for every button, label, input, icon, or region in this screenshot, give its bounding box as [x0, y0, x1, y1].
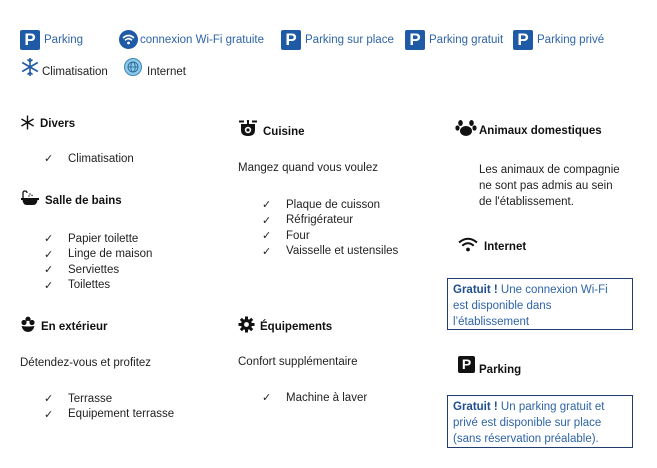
amenity-parking-gratuit: [405, 30, 503, 50]
amenity-internet: [124, 56, 186, 78]
list-item: ✓ Machine à laver: [262, 391, 368, 405]
equipements-list: [262, 390, 367, 406]
check-icon: ✓: [44, 279, 54, 292]
list-item: ✓ Réfrigérateur: [262, 214, 354, 227]
parking-info-box: Gratuit ! Un parking gratuit et privé est disponible sur place (sans réservation préalable).: [447, 395, 633, 448]
check-icon: ✓: [44, 264, 54, 277]
animaux-text: Les animaux de compagnie ne sont pas admis au sein de l'établissement.: [479, 164, 620, 208]
section-cuisine-title: Cuisine: [238, 118, 305, 138]
section-parking-title: P Parking: [458, 352, 521, 376]
amenity-label: connexion Wi-Fi gratuite: [140, 33, 264, 46]
gear-icon: [238, 316, 255, 333]
amenity-parking: [20, 30, 83, 50]
list-item: ✓ Toilettes: [44, 279, 111, 292]
exterieur-intro: Détendez-vous et profitez: [20, 357, 152, 369]
bathtub-icon: [20, 190, 40, 207]
amenity-climatisation: [20, 56, 108, 78]
amenity-label: Parking gratuit: [429, 34, 504, 46]
equipements-intro: Confort supplémentaire: [238, 356, 358, 368]
list-item: ✓ Serviettes: [44, 263, 120, 277]
amenity-parking-sur-place: [281, 30, 394, 50]
section-divers-title: Divers: [20, 114, 75, 130]
list-item: ✓ Papier toilette: [44, 232, 139, 246]
check-icon: ✓: [262, 230, 272, 243]
amenity-label: Parking: [44, 34, 83, 46]
paw-icon: [455, 118, 477, 137]
salle-de-bains-list: [44, 231, 152, 293]
cuisine-intro: Mangez quand vous voulez: [238, 162, 379, 174]
amenity-parking-prive: [513, 30, 604, 50]
check-icon: ✓: [262, 392, 272, 405]
internet-info-box: Gratuit ! Une connexion Wi-Fi est disponible dans l’établissement: [447, 278, 633, 330]
check-icon: ✓: [262, 199, 272, 212]
parking-icon: P: [281, 30, 301, 50]
section-exterieur-title: En extérieur: [20, 316, 107, 333]
exterieur-list: [44, 391, 174, 422]
list-item: ✓ Terrasse: [44, 392, 113, 406]
amenity-label: Parking sur place: [305, 34, 394, 46]
parking-icon: P: [20, 30, 40, 50]
check-icon: ✓: [262, 214, 272, 227]
list-item: ✓ Vaisselle et ustensiles: [262, 245, 399, 258]
amenity-label: Internet: [147, 66, 186, 78]
amenity-wifi: [119, 30, 264, 49]
cooking-pot-icon: [238, 119, 258, 138]
snowflake-icon: [20, 57, 40, 77]
check-icon: ✓: [262, 245, 272, 258]
globe-icon: [124, 58, 142, 76]
divers-list: [44, 151, 134, 167]
section-equipements-title: Équipements: [238, 316, 332, 333]
snowflake-icon: [20, 115, 35, 130]
flower-icon: [20, 316, 36, 333]
list-item: ✓ Linge de maison: [44, 248, 153, 261]
parking-icon: P: [458, 356, 475, 373]
check-icon: ✓: [44, 393, 54, 406]
check-icon: ✓: [44, 153, 54, 166]
list-item: ✓ Four: [262, 229, 310, 243]
list-item: ✓ Climatisation: [44, 152, 134, 166]
amenity-label: Climatisation: [42, 66, 108, 78]
section-salle-de-bains-title: Salle de bains: [20, 190, 122, 207]
check-icon: ✓: [44, 233, 54, 246]
check-icon: ✓: [44, 408, 54, 421]
parking-icon: P: [513, 30, 533, 50]
amenity-label: Parking privé: [537, 34, 605, 46]
check-icon: ✓: [44, 248, 54, 261]
section-internet-title: Internet: [458, 235, 526, 253]
list-item: ✓ Equipement terrasse: [44, 408, 175, 421]
section-animaux-title: Animaux domestiques: [455, 118, 602, 137]
wifi-icon: [458, 237, 478, 252]
parking-icon: P: [405, 30, 425, 50]
cuisine-list: [262, 197, 398, 259]
wifi-icon: [119, 30, 138, 49]
list-item: ✓ Plaque de cuisson: [262, 198, 380, 212]
